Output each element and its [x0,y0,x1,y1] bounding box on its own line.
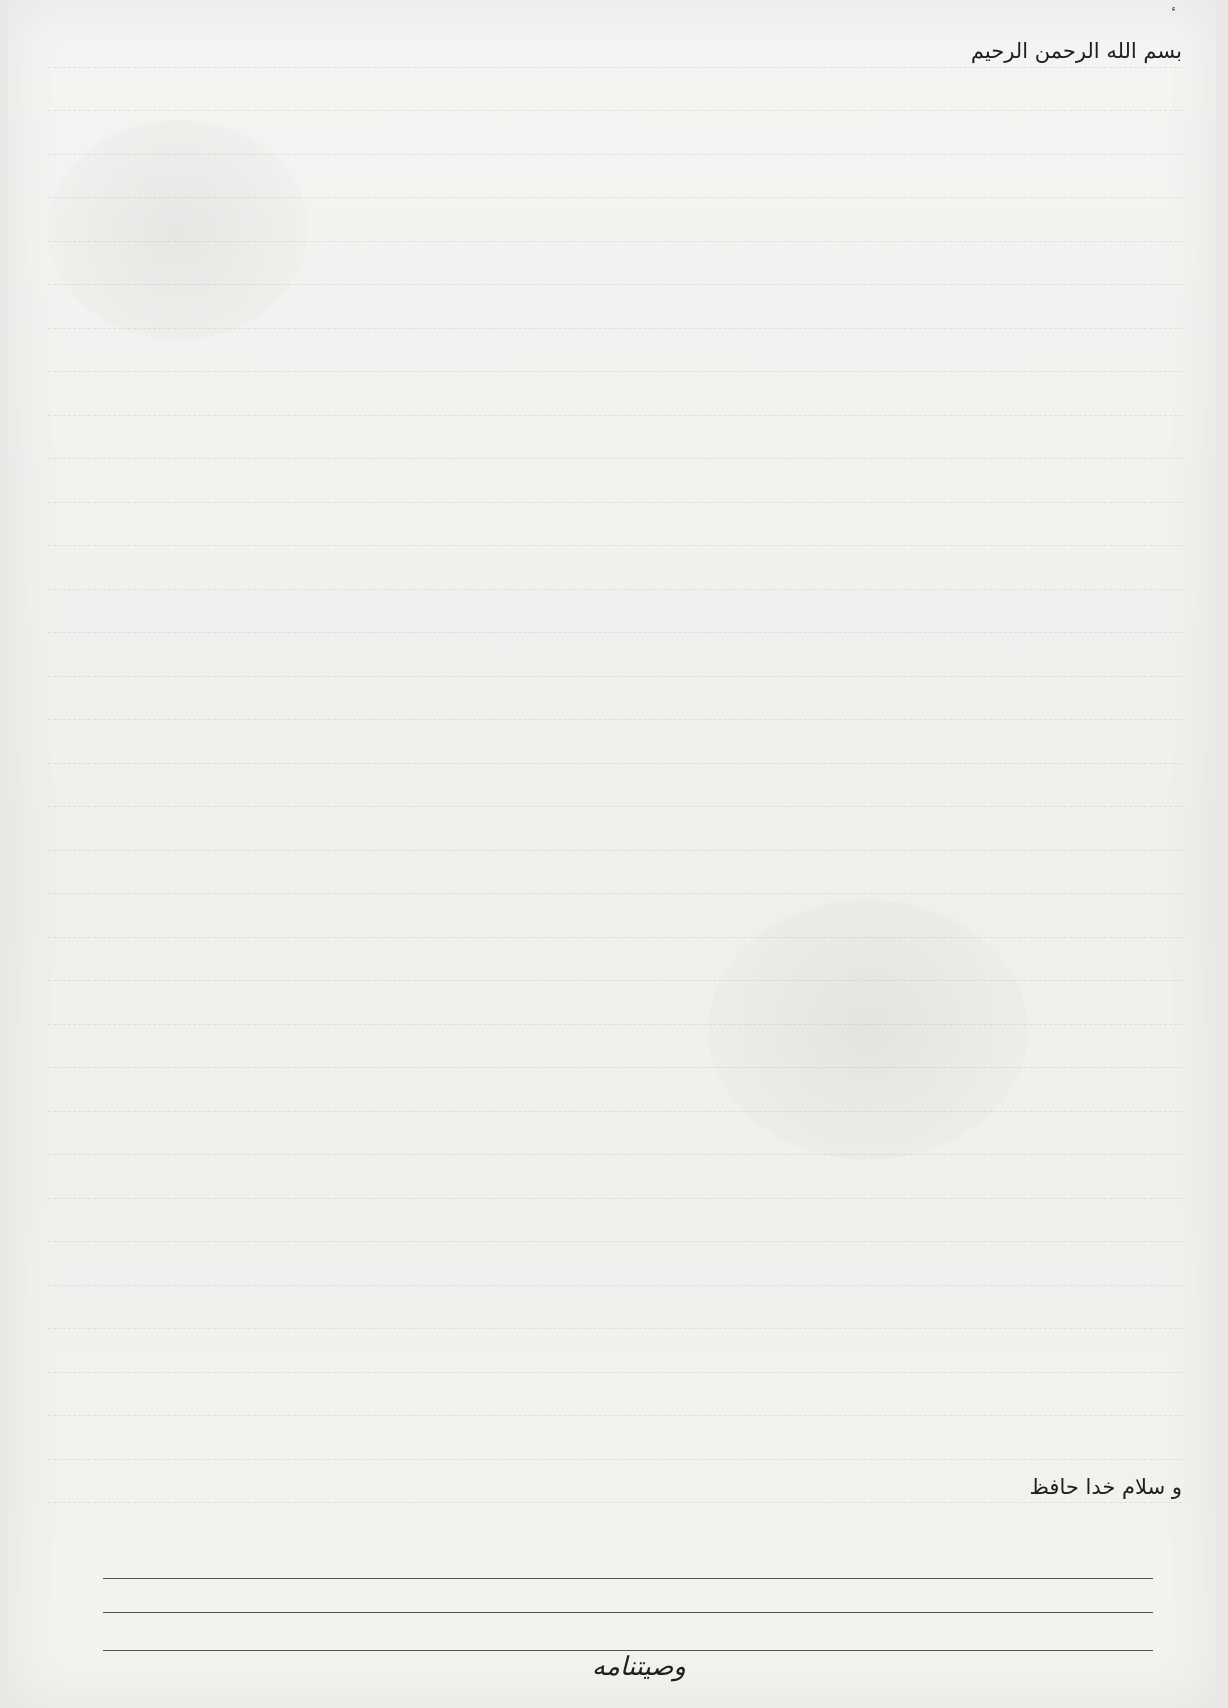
text-line [48,117,1182,161]
text-line [48,204,1182,248]
text-line [48,1335,1182,1379]
underline-rule [103,1578,1153,1579]
text-line [48,770,1182,814]
text-line [48,378,1182,422]
text-line [48,509,1182,553]
text-line [48,1379,1182,1423]
text-line [48,944,1182,988]
text-line [48,465,1182,509]
text-line [48,683,1182,727]
text-line [48,248,1182,292]
underline-rule [103,1650,1153,1651]
text-line [48,1248,1182,1292]
text-line [48,813,1182,857]
text-line [48,1205,1182,1249]
text-line [48,1118,1182,1162]
text-line [48,1031,1182,1075]
text-line [48,1292,1182,1336]
text-line [48,1422,1182,1466]
text-line [48,335,1182,379]
text-line [48,552,1182,596]
text-line: و سلام خدا حافظ [48,1466,1182,1510]
text-line [48,596,1182,640]
text-line [48,639,1182,683]
document-title: وصیتنامه [592,1652,686,1682]
text-line [48,1074,1182,1118]
text-line [48,857,1182,901]
letter-body [48,30,1182,1509]
text-line [48,726,1182,770]
corner-mark: ٴ [1171,6,1176,25]
text-line [48,900,1182,944]
text-line [48,161,1182,205]
text-line [48,291,1182,335]
text-line [48,987,1182,1031]
text-line [48,1161,1182,1205]
handwritten-page [8,0,1216,1708]
text-line [48,422,1182,466]
underline-rule [103,1612,1153,1613]
text-line: بسم الله الرحمن الرحیم [48,30,1182,74]
text-line [48,74,1182,118]
